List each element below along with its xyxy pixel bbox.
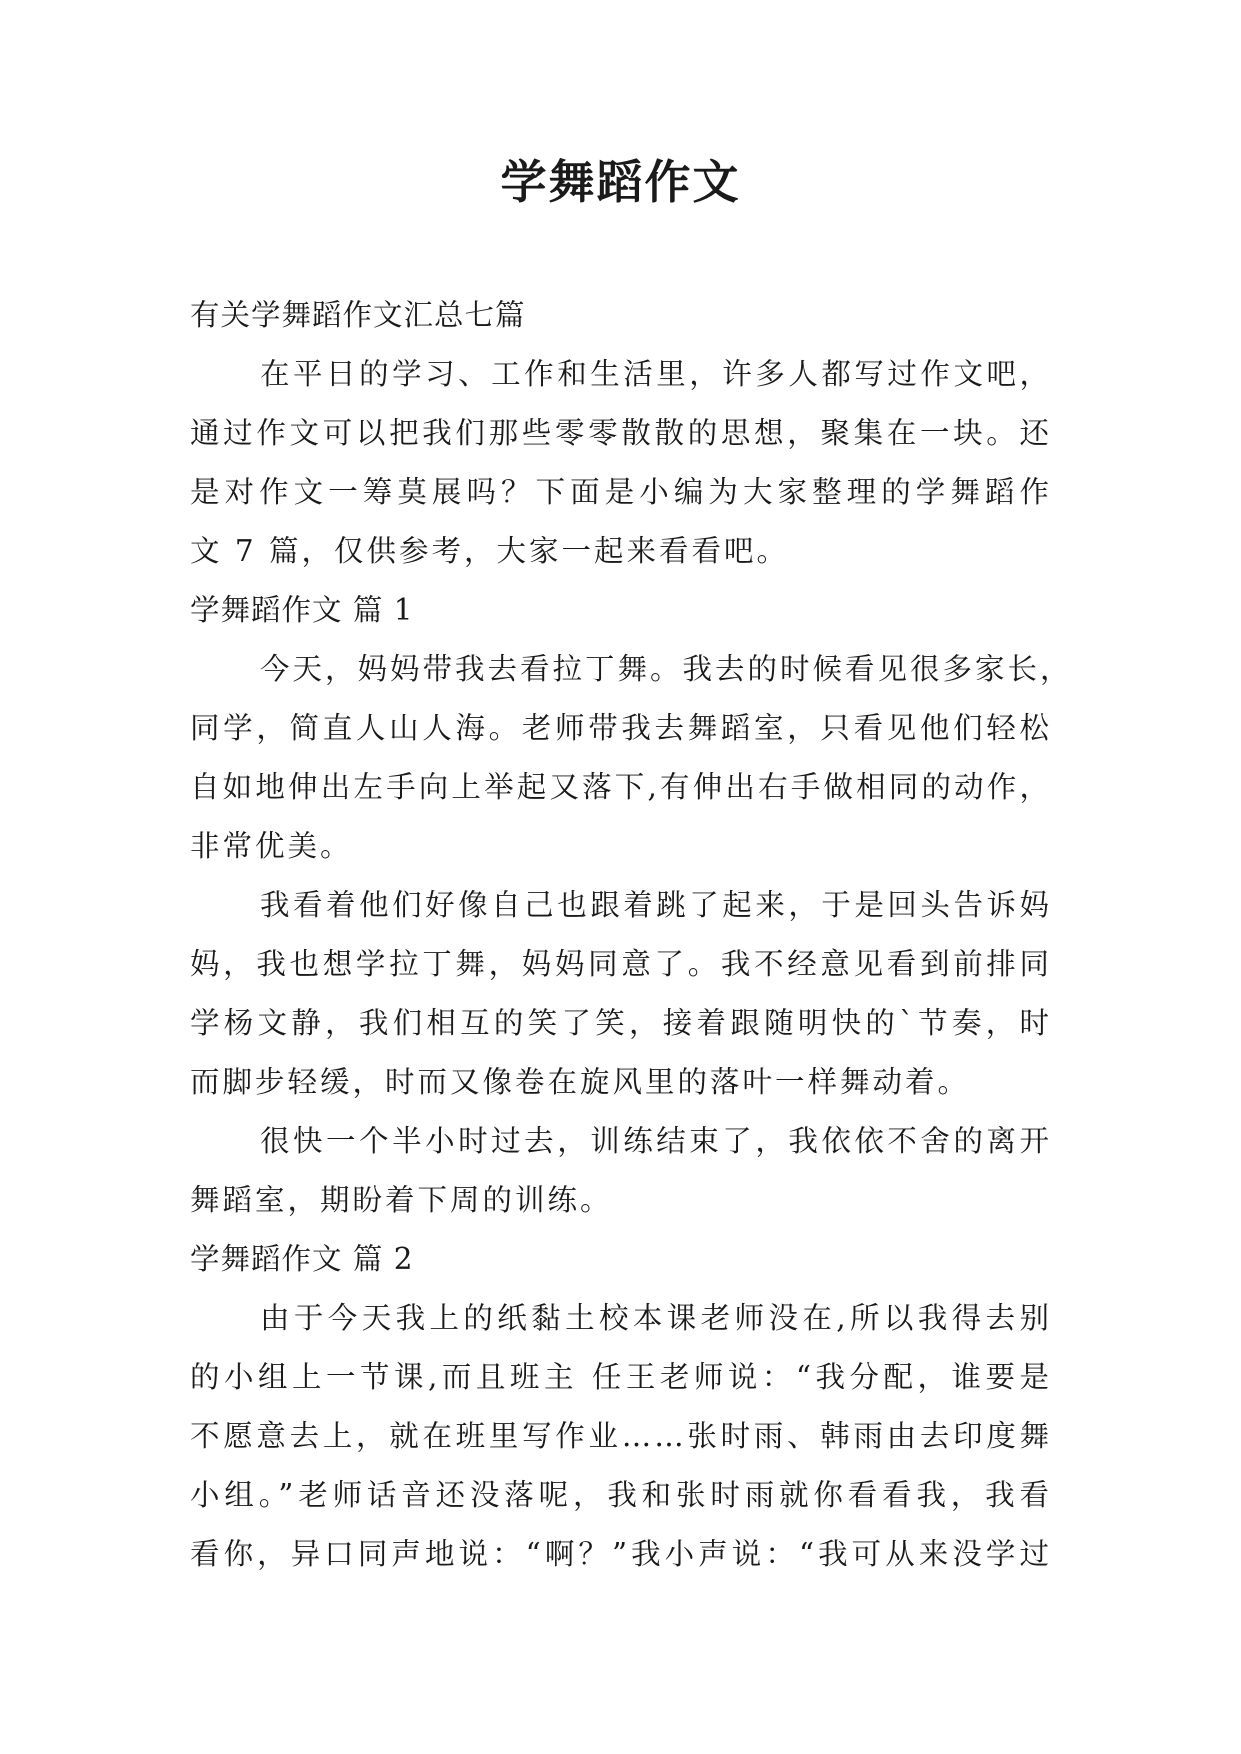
paragraph-line: 不愿意去上，就在班里写作业……张时雨、韩雨由去印度舞 xyxy=(190,1419,1052,1453)
section2-paragraph-1 xyxy=(190,1289,1052,1584)
paragraph-line: 通过作文可以把我们那些零零散散的思想，聚集在一块。还 xyxy=(190,416,1052,450)
paragraph-line: 非常优美。 xyxy=(190,829,353,863)
document-subtitle: 有关学舞蹈作文汇总七篇 xyxy=(190,298,526,332)
document-body xyxy=(190,286,1073,1584)
paragraph-line: 小组。”老师话音还没落呢，我和张时雨就你看看我，我看 xyxy=(190,1478,1052,1512)
paragraph-line: 我看着他们好像自己也跟着跳了起来，于是回头告诉妈 xyxy=(260,888,1052,922)
section1-paragraph-3 xyxy=(190,1112,1052,1230)
paragraph-line: 的小组上一节课,而且班主 任王老师说：“我分配，谁要是 xyxy=(190,1360,1052,1394)
paragraph-line: 是对作文一筹莫展吗？下面是小编为大家整理的学舞蹈作 xyxy=(190,475,1052,509)
paragraph-line: 舞蹈室，期盼着下周的训练。 xyxy=(190,1183,613,1217)
paragraph-line: 很快一个半小时过去，训练结束了，我依依不舍的离开 xyxy=(260,1124,1052,1158)
paragraph-line: 在平日的学习、工作和生活里，许多人都写过作文吧， xyxy=(260,357,1052,391)
paragraph-line: 今天，妈妈带我去看拉丁舞。我去的时候看见很多家长， xyxy=(260,652,1073,686)
intro-paragraph xyxy=(190,345,1052,581)
section1-paragraph-2 xyxy=(190,876,1052,1112)
section-heading-1: 学舞蹈作文 篇 1 xyxy=(190,593,414,627)
paragraph-line: 同学，简直人山人海。老师带我去舞蹈室，只看见他们轻松 xyxy=(190,711,1052,745)
paragraph-line: 学杨文静，我们相互的笑了笑，接着跟随明快的`节奏，时 xyxy=(190,1006,1052,1040)
paragraph-line: 妈，我也想学拉丁舞，妈妈同意了。我不经意见看到前排同 xyxy=(190,947,1052,981)
document-title: 学舞蹈作文 xyxy=(500,155,741,209)
section-heading-2: 学舞蹈作文 篇 2 xyxy=(190,1242,414,1276)
paragraph-line: 而脚步轻缓，时而又像卷在旋风里的落叶一样舞动着。 xyxy=(190,1065,971,1099)
paragraph-line: 看你，异口同声地说：“啊？”我小声说：“我可从来没学过 xyxy=(190,1537,1052,1571)
paragraph-line: 自如地伸出左手向上举起又落下,有伸出右手做相同的动作， xyxy=(190,770,1052,804)
paragraph-line: 由于今天我上的纸黏土校本课老师没在,所以我得去别 xyxy=(260,1301,1052,1335)
section1-paragraph-1 xyxy=(190,640,1073,876)
paragraph-line: 文 7 篇，仅供参考，大家一起来看看吧。 xyxy=(190,534,790,568)
